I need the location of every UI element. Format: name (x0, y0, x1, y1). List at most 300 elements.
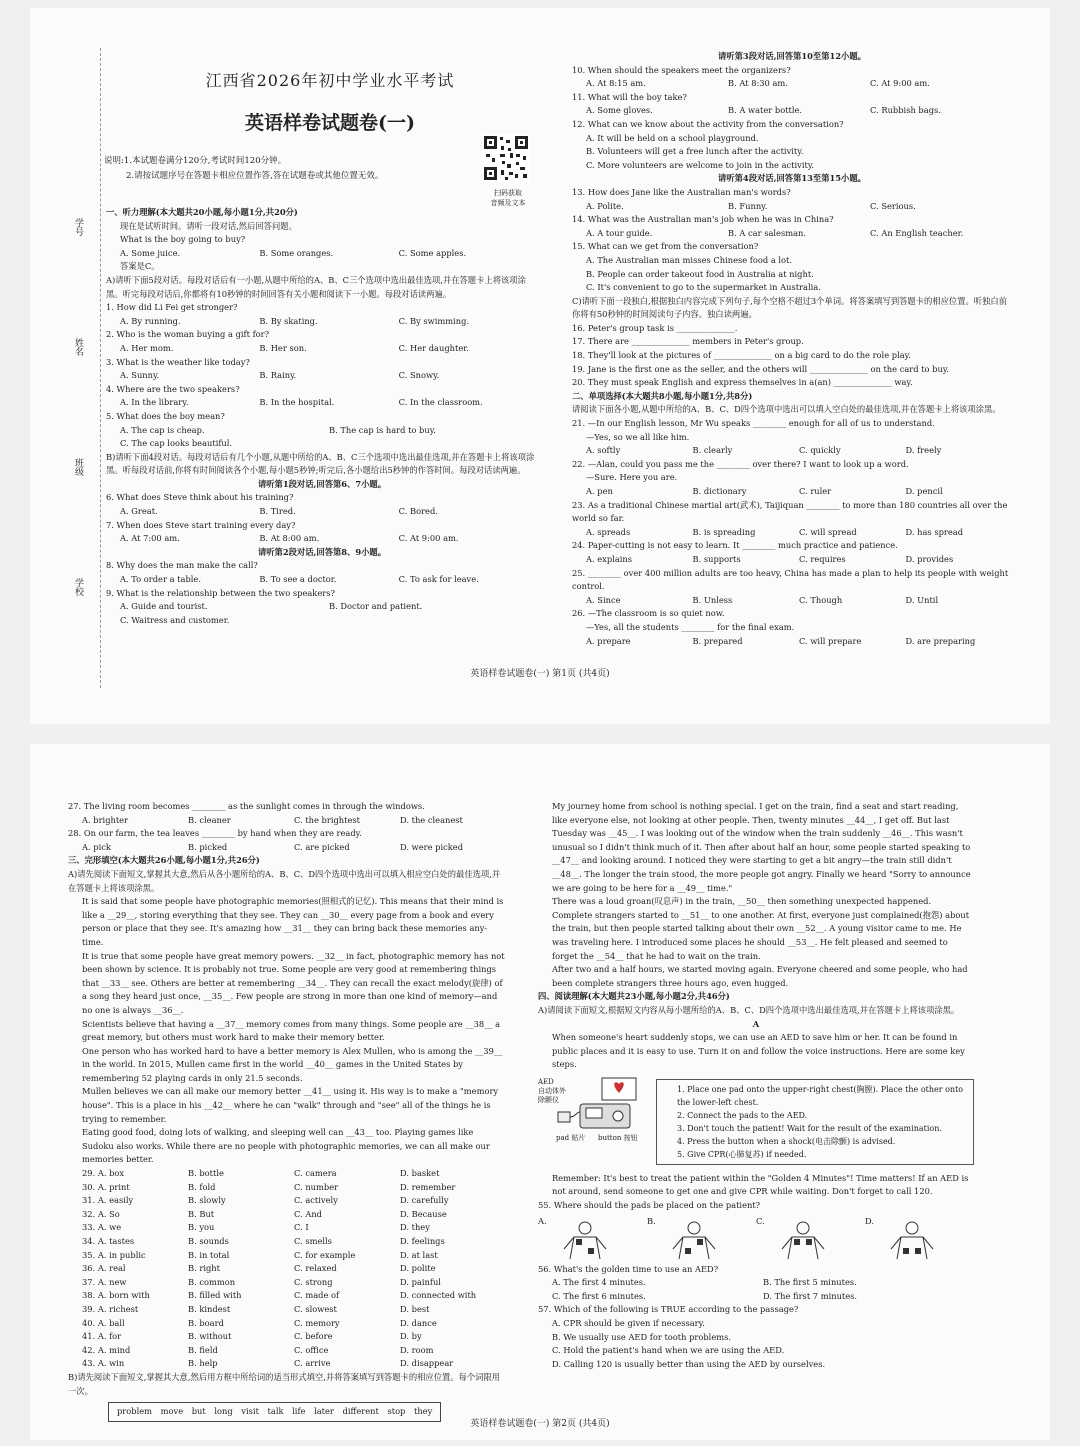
answer-options (572, 77, 1012, 91)
answer-option: C. quickly (799, 445, 841, 456)
answer-option: A. To order a table. (120, 574, 201, 585)
student-info-sidebar (64, 148, 104, 608)
aed-step: 3. Don't touch the patient! Wait for the result of the examination. (677, 1123, 942, 1133)
answer-options (68, 1289, 506, 1303)
answer-option: A. Her mom. (120, 342, 174, 353)
question-text: 17. There are ______________ members in Peter's group. (572, 336, 804, 347)
answer-option: B. common (188, 1276, 236, 1287)
answer-option: A. Some juice. (120, 247, 181, 258)
page2-right-column (538, 800, 974, 1371)
answer-option: C. number (294, 1181, 339, 1192)
question-text: It is true that some people have great memory powers. __32__ in fact, photographic memory has not been shown by science. It is probably not true. Some people are very good at remembering things that __33__ see. Others are better at remembering __34__. They can recall the exact melody(旋律) of a song they heard just once, __35__. Few people are strong in more than one kind of memory—and no one is always __36__. (82, 950, 505, 1015)
answer-option: D. by (400, 1331, 422, 1342)
answer-options (572, 594, 1012, 608)
answer-option: A. At 8:15 am. (586, 78, 646, 89)
question-text: 现在是试听时间。请听一段对话,然后回答问题。 (120, 220, 297, 231)
answer-option: A. The cap is cheap. (120, 424, 205, 435)
answer-option: B. prepared (692, 635, 743, 646)
answer-option: C. made of (294, 1290, 340, 1301)
torso-figure-icon (669, 1221, 719, 1261)
answer-options (106, 247, 538, 261)
answer-options (572, 227, 1012, 241)
aed-steps-box (656, 1079, 974, 1165)
page1-right-column (572, 50, 1012, 648)
answer-option: A. spreads (586, 526, 631, 537)
answer-option: B. A water bottle. (728, 105, 803, 116)
figure-option-a (538, 1215, 647, 1259)
question-text: 3. What is the weather like today? (106, 356, 250, 367)
exam-page-2 (30, 744, 1050, 1440)
answer-option: A. pick (82, 841, 111, 852)
answer-option: D. were picked (400, 841, 464, 852)
question-text: B. Volunteers will get a free lunch after the activity. (586, 146, 804, 157)
answer-option: D. the cleanest (400, 814, 463, 825)
answer-option: D. remember (400, 1181, 456, 1192)
answer-options (106, 573, 538, 587)
question-text: B. We usually use AED for tooth problems. (552, 1331, 731, 1342)
question-text: 12. What can we know about the activity from the conversation? (572, 118, 844, 129)
answer-options (538, 1276, 974, 1290)
answer-option: B. Her son. (259, 342, 307, 353)
answer-option: B. you (188, 1222, 215, 1233)
answer-options (68, 1181, 506, 1195)
figure-option-c (756, 1215, 865, 1259)
answer-option: A. Sunny. (120, 370, 160, 381)
answer-option: 43. A. win (82, 1358, 125, 1369)
exam-title: 江西省2026年初中学业水平考试 (205, 71, 455, 90)
answer-option: B. dictionary (692, 486, 747, 496)
instruction-line: 说明:1.本试题卷满分120分,考试时间120分钟。 (104, 156, 287, 166)
answer-option: B. The first 5 minutes. (763, 1277, 857, 1288)
answer-option: A. The first 4 minutes. (552, 1277, 646, 1288)
question-text: 27. The living room becomes ________ as the sunlight comes in through the windows. (68, 801, 425, 811)
answer-options (68, 1208, 506, 1222)
figure-option-b (647, 1215, 756, 1259)
question-text: 请阅读下面各小题,从题中所给的A、B、C、D四个选项中选出可以填入空白处的最佳选项,并在答题卡上将该项涂黑。 (572, 404, 1001, 415)
answer-option: B. cleaner (188, 814, 231, 825)
answer-option: A. softly (586, 445, 621, 456)
section-heading: 请听第3段对话,回答第10至第12小题。 (718, 51, 866, 61)
answer-option: A. explains (586, 553, 633, 564)
answer-option: 29. A. box (82, 1168, 125, 1179)
section-heading: 一、听力理解(本大题共20小题,每小题1分,共20分) (106, 207, 298, 217)
answer-option: B. field (188, 1344, 218, 1355)
side-label-student-id: 学号 (73, 218, 83, 236)
answer-options (106, 315, 538, 329)
question-text: 57. Which of the following is TRUE according to the passage? (538, 1304, 799, 1315)
answer-option: C. And (294, 1208, 322, 1219)
answer-option: B. in total (188, 1249, 230, 1260)
section-heading: 三、完形填空(本大题共26小题,每小题1分,共26分) (68, 855, 260, 866)
answer-option: A. Polite. (586, 200, 624, 211)
question-text: B)请先阅读下面短文,掌握其大意,然后用方框中所给词的适当形式填空,并将答案填写到答题卡的相应位置。每个词限用一次。 (68, 1371, 501, 1396)
question-text: It is said that some people have photographic memories(照相式的记忆). This means that their mind is like a __29__, storing everything that they see. They can __30__ every page from a book and every person or place that they see. It's amazing how __31__ they can bring back these memories any-time. (82, 896, 504, 947)
figure-label: D. (865, 1215, 874, 1226)
answer-option: B. help (188, 1358, 218, 1369)
question-text: —Sure. Here you are. (586, 472, 678, 483)
heart-monitor-icon (600, 1076, 640, 1104)
answer-option: D. feelings (400, 1236, 445, 1246)
answer-option: 36. A. real (82, 1263, 126, 1274)
page2-left-column (68, 800, 506, 1422)
answer-options (68, 1249, 506, 1263)
question-text: Scientists believe that having a __37__ memory comes from many things. Some people are __38__ a great memory, but others must work hard to make their memory better. (82, 1018, 501, 1043)
answer-option: D. painful (400, 1276, 441, 1287)
qr-caption-line: 扫码获取 (494, 189, 522, 197)
answer-option: D. they (400, 1222, 430, 1233)
figure-label: A. (538, 1215, 547, 1226)
answer-options (68, 814, 506, 828)
question-text: D. Calling 120 is usually better than using the AED by ourselves. (552, 1358, 826, 1369)
section-heading: 四、阅读理解(本大题共23小题,每小题2分,共46分) (538, 991, 730, 1002)
answer-option: B. By skating. (259, 315, 318, 326)
page-footer: 英语样卷试题卷(一) 第2页 (共4页) (470, 1419, 610, 1429)
answer-option: D. room (400, 1344, 434, 1355)
aed-step: 5. Give CPR(心肺复苏) if needed. (677, 1149, 807, 1159)
section-heading: 二、单项选择(本大题共8小题,每小题1分,共8分) (572, 390, 753, 401)
answer-option: A. In the library. (120, 397, 189, 408)
paper-title: 英语样卷试题卷(一) (245, 112, 415, 134)
answer-option: A. brighter (82, 814, 129, 825)
answer-option: D. are preparing (905, 635, 976, 646)
page2-right-content-3 (538, 1263, 974, 1372)
answer-option: 32. A. So (82, 1208, 120, 1219)
answer-option: B. without (188, 1331, 232, 1342)
question-text: 28. On our farm, the tea leaves ________ by hand when they are ready. (68, 828, 362, 839)
answer-option: C. To ask for leave. (398, 574, 479, 585)
question-text: A. CPR should be given if necessary. (552, 1318, 705, 1329)
answer-option: B. The cap is hard to buy. (329, 424, 436, 435)
answer-options (68, 1317, 506, 1331)
question-text: Mullen believes we can all make our memory better __41__ using it. His way is to make a "memory house". This is a place in his __42__ where he can "walk" through and "see" all of the things he is trying to remember. (82, 1086, 499, 1124)
answer-option: C. are picked (294, 841, 350, 852)
answer-option: C. slowest (294, 1303, 337, 1314)
question-text: C. It's convenient to go to the supermarket in Australia. (586, 282, 821, 293)
answer-option: C. office (294, 1344, 329, 1355)
answer-option: B. slowly (188, 1195, 226, 1206)
answer-option: A. Some gloves. (586, 105, 653, 116)
answer-option: D. disappear (400, 1358, 454, 1369)
answer-option: B. supports (692, 553, 741, 564)
question-text: 6. What does Steve think about his training? (106, 492, 294, 503)
answer-option: D. at last (400, 1249, 438, 1260)
answer-option: A. At 7:00 am. (120, 533, 180, 544)
answer-option: D. basket (400, 1168, 440, 1179)
answer-option: 41. A. for (82, 1331, 122, 1342)
pad-placement-figures (538, 1215, 974, 1259)
question-text: When someone's heart suddenly stops, we can use an AED to save him or her. It can be found in public places and it is easy to use. Turn it on and follow the voice instructions. Here are some key steps. (552, 1032, 965, 1070)
answer-option: 38. A. born with (82, 1290, 150, 1301)
question-text: 7. When does Steve start training every day? (106, 519, 296, 530)
question-text: 55. Where should the pads be placed on the patient? (538, 1200, 761, 1211)
question-text: C. More volunteers are welcome to join in the activity. (586, 159, 815, 170)
side-label-class: 班级 (73, 458, 83, 476)
section-heading: A (752, 1018, 760, 1029)
answer-options (68, 1194, 506, 1208)
answer-option: C. requires (799, 553, 846, 564)
section-heading: 请听第1段对话,回答第6、7小题。 (257, 478, 387, 489)
answer-options (68, 1221, 506, 1235)
question-text: C. Waitress and customer. (120, 614, 230, 625)
aed-illustration (538, 1076, 648, 1152)
question-text: 答案是C。 (120, 261, 160, 272)
answer-option: A. A tour guide. (586, 227, 653, 238)
question-text: 19. Jane is the first one as the seller, and the others will ______________ on the card to buy. (572, 363, 950, 374)
answer-option: D. dance (400, 1317, 437, 1328)
answer-option: A. Great. (120, 506, 158, 517)
answer-option: D. The first 7 minutes. (763, 1290, 858, 1301)
question-text: 24. Paper-cutting is not easy to learn. It ________ much practice and patience. (572, 540, 898, 551)
answer-option: B. At 8:30 am. (728, 78, 788, 89)
question-text: 15. What can we get from the conversation? (572, 241, 759, 252)
answer-option: D. has spread (905, 526, 964, 537)
answer-option: B. To see a doctor. (259, 574, 337, 585)
figure-label: B. (647, 1215, 656, 1226)
question-text: 13. How does Jane like the Australian man's words? (572, 186, 791, 197)
answer-option: B. fold (188, 1181, 216, 1192)
aed-label-line: 自动体外 (538, 1086, 566, 1095)
answer-option: D. polite (400, 1263, 436, 1274)
side-label-school: 学校 (73, 578, 83, 596)
answer-option: C. Some apples. (398, 247, 467, 258)
answer-options (572, 526, 1012, 540)
page2-right-content (538, 800, 974, 1072)
aed-label-line: AED (538, 1077, 554, 1086)
answer-option: B. Funny. (728, 200, 768, 211)
answer-options (572, 635, 1012, 649)
answer-options (68, 1235, 506, 1249)
question-text: A. It will be held on a school playground. (586, 132, 759, 143)
answer-options (572, 200, 1012, 214)
question-text: A)请阅读下面短文,根据短文内容从每小题所给的A、B、C、D四个选项中选出最佳选项,并在答题卡上将该项涂黑。 (538, 1004, 960, 1015)
answer-option: B. clearly (692, 445, 733, 456)
answer-option: C. Bored. (398, 506, 438, 517)
question-text: 9. What is the relationship between the two speakers? (106, 587, 335, 598)
answer-option: D. Until (905, 594, 939, 605)
answer-options (68, 1357, 506, 1371)
answer-option: C. memory (294, 1317, 340, 1328)
answer-option: C. will prepare (799, 635, 862, 646)
answer-option: B. In the hospital. (259, 397, 335, 408)
answer-option: C. By swimming. (398, 315, 470, 326)
answer-option: D. connected with (400, 1290, 477, 1301)
answer-options (538, 1290, 974, 1304)
answer-option: B. picked (188, 841, 228, 852)
question-text: 5. What does the boy mean? (106, 410, 225, 421)
question-text: 23. As a traditional Chinese martial art(武术), Taijiquan ________ to more than 180 countries all over the world so far. (572, 499, 1008, 524)
answer-option: C. arrive (294, 1358, 331, 1369)
answer-option: C. The first 6 minutes. (552, 1290, 646, 1301)
answer-option: C. At 9:00 am. (870, 78, 930, 89)
question-text: —Yes, all the students ________ for the final exam. (586, 621, 795, 632)
answer-option: C. Rubbish bags. (870, 105, 941, 116)
question-text: 22. —Alan, could you pass me the ________ over there? I want to look up a word. (572, 458, 909, 469)
answer-option: B. Rainy. (259, 370, 297, 381)
question-text: What is the boy going to buy? (120, 234, 246, 245)
answer-options (572, 485, 1012, 499)
qr-code-icon[interactable] (482, 134, 530, 182)
answer-option: B. kindest (188, 1303, 231, 1314)
answer-option: D. Because (400, 1208, 447, 1219)
answer-option: C. Serious. (870, 200, 916, 211)
answer-option: D. provides (905, 553, 954, 564)
answer-option: C. Her daughter. (398, 342, 469, 353)
question-text: 26. —The classroom is so quiet now. (572, 608, 725, 619)
answer-option: C. Snowy. (398, 370, 440, 381)
question-text: Eating good food, doing lots of walking, and sleeping well can __43__ too. Playing games like Sudoku also works. While there are no people with photographic memories, we can all make our memories better. (82, 1127, 490, 1165)
answer-options (106, 396, 538, 410)
answer-options (106, 600, 538, 614)
qr-caption (478, 188, 538, 208)
question-text: B. People can order takeout food in Australia at night. (586, 268, 814, 279)
instruction-line: 2.请按试题序号在答题卡相应位置作答,答在试题卷或其他位置无效。 (126, 171, 384, 181)
question-text: C. The cap looks beautiful. (120, 438, 233, 449)
answer-options (106, 505, 538, 519)
page2-left-content (68, 800, 506, 1398)
answer-options (68, 1262, 506, 1276)
answer-option: C. An English teacher. (870, 227, 964, 238)
answer-option: D. carefully (400, 1195, 449, 1206)
question-text: 56. What's the golden time to use an AED? (538, 1263, 719, 1274)
question-text: 1. How did Li Fei get stronger? (106, 302, 238, 313)
answer-options (572, 444, 1012, 458)
question-text: 14. What was the Australian man's job when he was in China? (572, 214, 834, 225)
answer-option: C. camera (294, 1168, 337, 1179)
answer-option: B. right (188, 1263, 220, 1274)
answer-options (68, 1344, 506, 1358)
section-heading: 请听第4段对话,回答第13至第15小题。 (718, 173, 866, 184)
answer-options (106, 369, 538, 383)
question-text: After two and a half hours, we started moving again. Everyone cheered and some people, who had been complete strangers three hours ago, even hugged. (552, 964, 968, 988)
aed-step: 2. Connect the pads to the AED. (677, 1110, 808, 1120)
word-bank-box: problem move but long visit talk life later different stop they (108, 1402, 441, 1422)
answer-options (106, 424, 538, 438)
answer-options (572, 104, 1012, 118)
button-label: button 按钮 (598, 1133, 638, 1142)
answer-option: C. I (294, 1222, 309, 1233)
answer-option: C. ruler (799, 486, 832, 496)
qr-caption-line: 音频及文本 (490, 199, 526, 207)
question-text: 8. Why does the man make the call? (106, 560, 258, 571)
answer-option: D. pencil (905, 486, 943, 496)
answer-options (68, 1303, 506, 1317)
answer-option: C. smells (294, 1236, 332, 1246)
answer-option: C. At 9:00 am. (398, 533, 459, 544)
answer-option: C. In the classroom. (398, 397, 483, 408)
question-text: Remember: It's best to treat the patient within the "Golden 4 Minutes"! Time matters! If an AED is not around, send someone to get one and give CPR while waiting. Don't forget to call 120. (552, 1172, 969, 1197)
exam-page-1 (30, 8, 1050, 724)
answer-option: C. for example (294, 1249, 356, 1260)
answer-option: D. best (400, 1303, 430, 1314)
answer-option: B. bottle (188, 1168, 224, 1179)
question-text: A)请听下面5段对话。每段对话后有一小题,从题中所给的A、B、C三个选项中选出最佳选项,并在答题卡上将该项涂黑。听完每段对话后,你都将有10秒钟的时间回答有关小题和阅读下一小题。每段对话读两遍。 (106, 274, 526, 299)
answer-option: B. Some oranges. (259, 247, 334, 258)
answer-option: A. prepare (586, 635, 631, 646)
question-text: There was a loud groan(叹息声) in the train, __50__ then something unexpected happened. Complete strangers started to __51__ to one another. At first, everyone just complained(抱怨) about the train, but then people started talking about their own __52__. A young visitor came to me. He was traveling here. I introduced some places he should __53__. He felt pleased and seemed to forget the __54__ that he had to wait on the train. (552, 896, 970, 961)
torso-figure-icon (887, 1221, 937, 1261)
answer-option: C. relaxed (294, 1263, 337, 1274)
aed-device-icon (556, 1102, 636, 1132)
aed-label-line: 除颤仪 (538, 1095, 559, 1104)
torso-figure-icon (778, 1221, 828, 1261)
question-text: 18. They'll look at the pictures of ______________ on a big card to do the role play. (572, 350, 911, 361)
answer-option: C. will spread (799, 526, 857, 537)
question-text: —Yes, so we all like him. (586, 431, 690, 442)
answer-option: A. By running. (120, 315, 181, 326)
question-text: A. The Australian man misses Chinese food a lot. (586, 254, 793, 265)
answer-option: 35. A. in public (82, 1249, 146, 1260)
aed-step: 4. Press the button when a shock(电击除颤) is advised. (677, 1136, 896, 1146)
aed-step: 1. Place one pad onto the upper-right chest(胸膛). Place the other onto the lower-left chest. (677, 1084, 964, 1107)
answer-option: B. Unless (692, 594, 733, 605)
question-text: 21. —In our English lesson, Mr Wu speaks ________ enough for all of us to understand. (572, 418, 935, 429)
question-text: 20. They must speak English and express themselves in a(an) ______________ way. (572, 377, 913, 388)
answer-option: C. before (294, 1331, 333, 1342)
answer-option: C. Though (799, 594, 843, 605)
question-text: B)请听下面4段对话。每段对话后有几个小题,从题中所给的A、B、C三个选项中选出最佳选项,并在答题卡上将该项涂黑。听每段对话前,你将有时间阅读各个小题,每小题5秒钟;听完后,各小题给出5秒钟的作答时间。每段对话读两遍。 (106, 451, 535, 476)
answer-option: B. But (188, 1208, 215, 1219)
answer-option: 37. A. new (82, 1276, 127, 1287)
answer-option: B. At 8:00 am. (259, 533, 320, 544)
section-heading: 请听第2段对话,回答第8、9小题。 (257, 546, 387, 557)
answer-options (106, 342, 538, 356)
answer-options (572, 553, 1012, 567)
answer-options (68, 1167, 506, 1181)
answer-option: 40. A. ball (82, 1317, 125, 1328)
answer-option: C. actively (294, 1195, 338, 1206)
answer-option: 33. A. we (82, 1222, 122, 1233)
answer-option: A. Since (586, 594, 621, 605)
answer-option: C. strong (294, 1276, 333, 1287)
question-text: C. Hold the patient's hand when we are using the AED. (552, 1345, 785, 1356)
answer-options (68, 1276, 506, 1290)
answer-option: D. freely (905, 445, 942, 456)
answer-option: B. is spreading (692, 526, 756, 537)
answer-option: A. pen (586, 486, 613, 496)
page2-right-content-2 (538, 1172, 974, 1213)
answer-option: B. Tired. (259, 506, 296, 517)
page-footer: 英语样卷试题卷(一) 第1页 (共4页) (470, 669, 610, 679)
answer-options (106, 532, 538, 546)
answer-option: B. board (188, 1317, 224, 1328)
aed-label (538, 1078, 566, 1105)
torso-figure-icon (560, 1221, 610, 1261)
answer-option: B. filled with (188, 1290, 242, 1301)
answer-option: 31. A. easily (82, 1195, 134, 1206)
answer-option: B. A car salesman. (728, 227, 807, 238)
question-text: 25. ________ over 400 million adults are too heavy, China has made a plan to help its people with weight control. (572, 567, 1009, 592)
answer-option: 34. A. tastes (82, 1236, 135, 1246)
answer-option: 39. A. richest (82, 1303, 139, 1314)
aed-section (538, 1076, 974, 1168)
figure-label: C. (756, 1215, 765, 1226)
question-text: 16. Peter's group task is ______________. (572, 322, 738, 333)
answer-option: 42. A. mind (82, 1344, 131, 1355)
figure-option-d (865, 1215, 974, 1259)
side-label-name: 姓名 (73, 338, 83, 356)
question-text: A)请先阅读下面短文,掌握其大意,然后从各小题所给的A、B、C、D四个选项中选出可以填入相应空白处的最佳选项,并在答题卡上将该项涂黑。 (68, 868, 501, 893)
answer-options (68, 1330, 506, 1344)
answer-option: A. Guide and tourist. (120, 601, 208, 612)
answer-options (68, 841, 506, 855)
answer-option: B. Doctor and patient. (329, 601, 423, 612)
question-text: 2. Who is the woman buying a gift for? (106, 329, 270, 340)
question-text: 11. What will the boy take? (572, 91, 687, 102)
answer-option: C. the brightest (294, 814, 360, 825)
answer-option: 30. A. print (82, 1181, 130, 1192)
pad-label: pad 贴片 (556, 1133, 586, 1142)
question-text: 10. When should the speakers meet the organizers? (572, 64, 791, 75)
